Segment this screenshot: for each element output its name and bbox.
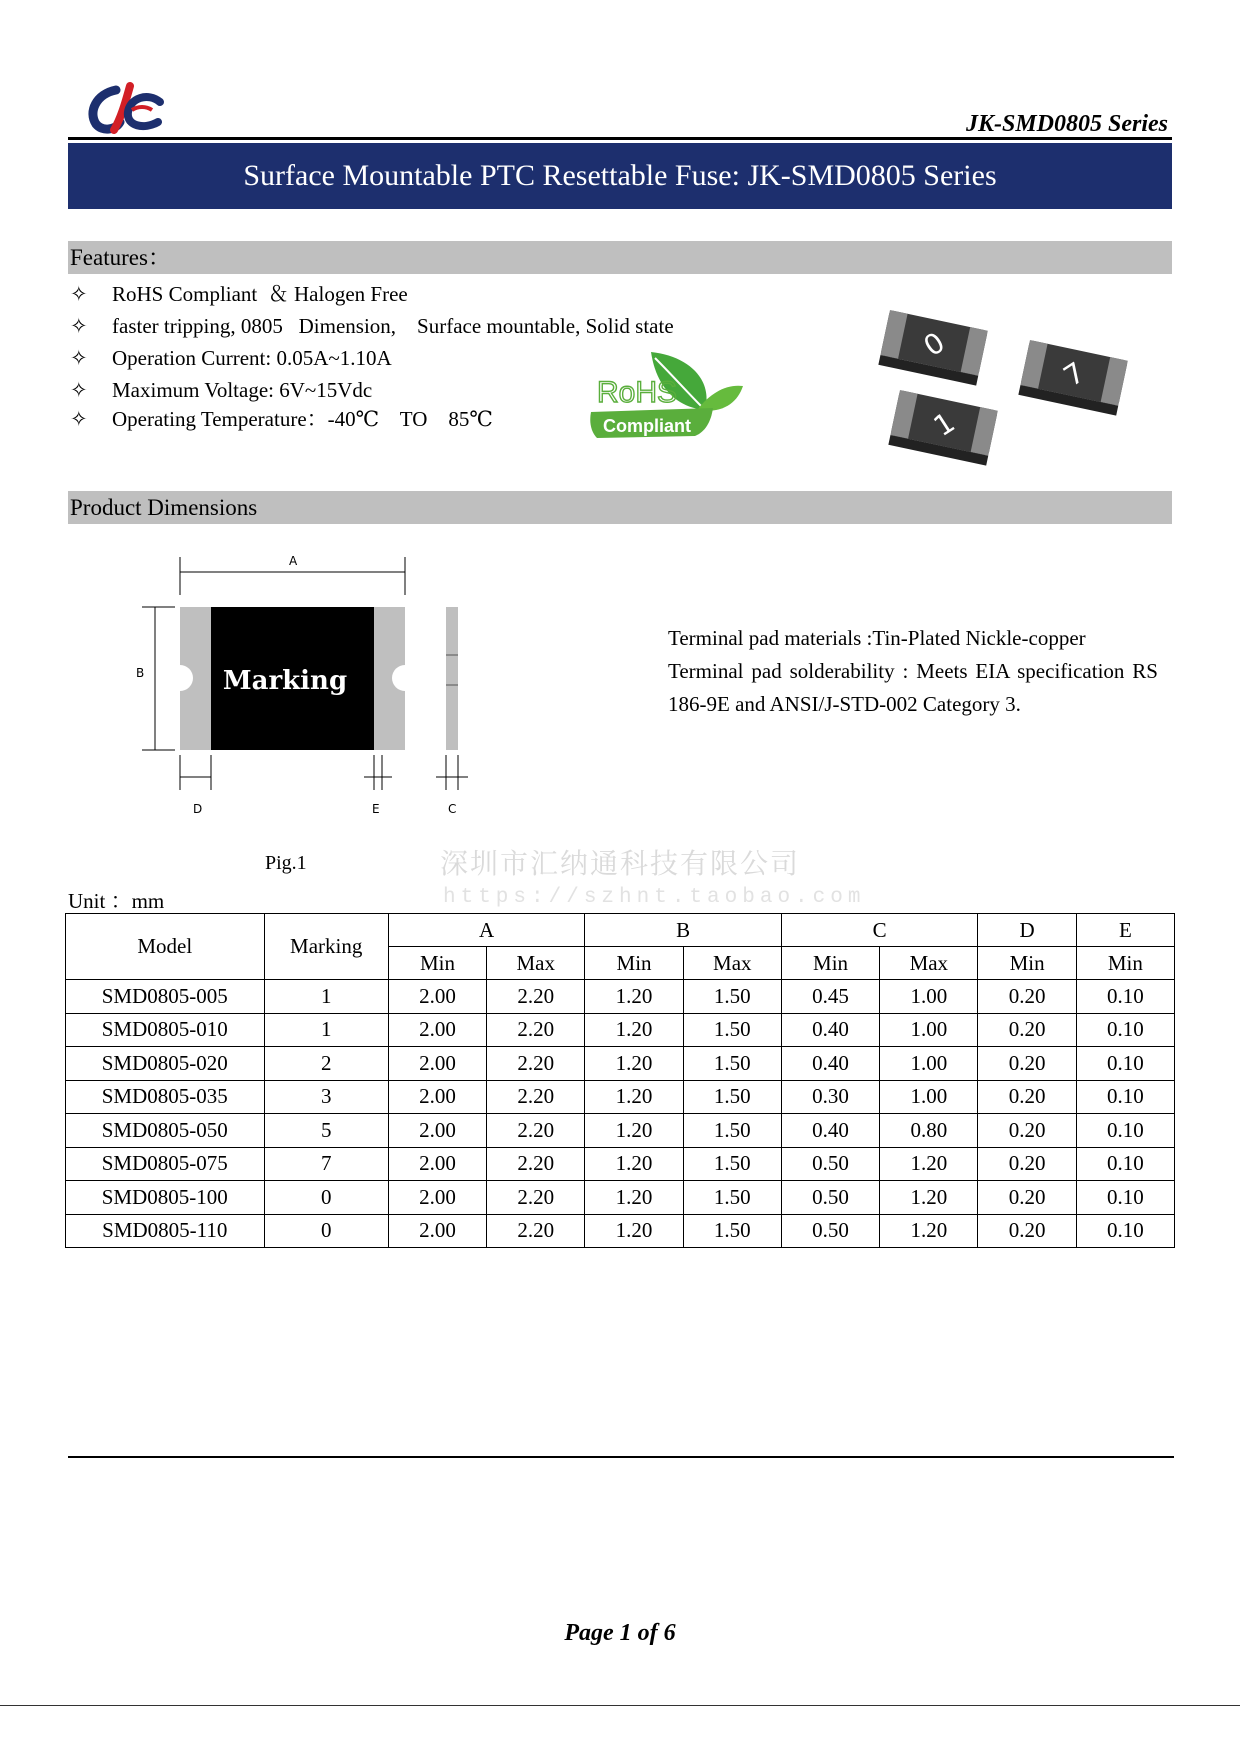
table-row — [66, 1080, 1175, 1114]
cell-value: 1.20 — [585, 1114, 683, 1148]
cell-value: 2.20 — [487, 1147, 585, 1181]
cell-value: 0.20 — [978, 1181, 1076, 1215]
chip-0 — [878, 310, 987, 386]
cell-marking: 1 — [264, 980, 388, 1014]
cell-value: 0.10 — [1076, 1114, 1174, 1148]
feature-item: ✧ faster tripping, 0805 Dimension, Surface mountable, Solid state — [70, 310, 770, 342]
table-row — [66, 1013, 1175, 1047]
cell-marking: 7 — [264, 1147, 388, 1181]
cell-value: 0.50 — [781, 1181, 879, 1215]
cell-marking: 1 — [264, 1013, 388, 1047]
cell-value: 0.80 — [880, 1114, 978, 1148]
col-group-e: E — [1076, 914, 1174, 947]
cell-value: 1.20 — [585, 1047, 683, 1081]
cell-value: 0.10 — [1076, 1181, 1174, 1215]
col-group-c: C — [781, 914, 978, 947]
cell-value: 1.50 — [683, 1013, 781, 1047]
rohs-badge-caption: Compliant — [603, 416, 691, 436]
cell-value: 2.20 — [487, 980, 585, 1014]
watermark-url: https://szhnt.taobao.com — [443, 886, 866, 909]
bullet-icon: ✧ — [70, 407, 88, 431]
series-label: JK-SMD0805 Series — [965, 111, 1168, 137]
cell-value: 1.00 — [880, 1013, 978, 1047]
cell-value: 0.20 — [978, 1047, 1076, 1081]
page-number: Page 1 of 6 — [564, 1620, 676, 1646]
col-d-min: Min — [978, 947, 1076, 980]
col-e-min: Min — [1076, 947, 1174, 980]
dim-label-a: A — [289, 554, 298, 568]
cell-value: 0.20 — [978, 1013, 1076, 1047]
dim-label-d: D — [193, 802, 203, 816]
cell-value: 2.00 — [388, 1214, 486, 1248]
cell-value: 1.50 — [683, 980, 781, 1014]
bullet-icon: ✧ — [70, 378, 88, 402]
feature-item: ✧ Operation Current: 0.05A~1.10A — [70, 342, 770, 374]
cell-value: 0.10 — [1076, 1013, 1174, 1047]
cell-value: 2.20 — [487, 1114, 585, 1148]
table-header-row — [66, 914, 1175, 947]
cell-value: 1.20 — [585, 980, 683, 1014]
cell-value: 1.00 — [880, 1080, 978, 1114]
cell-value: 2.20 — [487, 1181, 585, 1215]
rohs-compliant-badge — [585, 350, 745, 440]
cell-value: 0.20 — [978, 1114, 1076, 1148]
cell-value: 0.40 — [781, 1013, 879, 1047]
dimensions-table — [65, 913, 1175, 1248]
cell-value: 1.00 — [880, 1047, 978, 1081]
cell-value: 2.00 — [388, 1147, 486, 1181]
unit-label: Unit ：mm — [68, 889, 165, 913]
cell-value: 1.00 — [880, 980, 978, 1014]
cell-value: 0.20 — [978, 1147, 1076, 1181]
chip-1 — [888, 390, 997, 466]
cell-value: 2.00 — [388, 1181, 486, 1215]
cell-value: 0.50 — [781, 1214, 879, 1248]
cell-value: 0.20 — [978, 1080, 1076, 1114]
marking-label: Marking — [222, 666, 348, 696]
cell-value: 0.10 — [1076, 1080, 1174, 1114]
col-b-min: Min — [585, 947, 683, 980]
table-row — [66, 980, 1175, 1014]
cell-value: 1.20 — [585, 1214, 683, 1248]
col-c-min: Min — [781, 947, 879, 980]
col-model: Model — [66, 914, 265, 980]
bullet-icon: ✧ — [70, 346, 88, 370]
bullet-icon: ✧ — [70, 314, 88, 338]
chip-mark-7: 7 — [1057, 355, 1091, 393]
cell-value: 1.50 — [683, 1080, 781, 1114]
cell-value: 1.50 — [683, 1147, 781, 1181]
cell-value: 1.50 — [683, 1047, 781, 1081]
cell-model: SMD0805-050 — [66, 1114, 265, 1148]
dim-label-e: E — [372, 802, 380, 816]
chip-mark-0: 0 — [917, 325, 951, 363]
col-group-d: D — [978, 914, 1076, 947]
cell-value: 2.20 — [487, 1214, 585, 1248]
rohs-badge-title: RoHS — [597, 376, 678, 409]
cell-value: 0.50 — [781, 1147, 879, 1181]
feature-item: ✧ Maximum Voltage: 6V~15Vdc — [70, 374, 770, 406]
cell-marking: 3 — [264, 1080, 388, 1114]
table-body — [66, 980, 1175, 1248]
cell-value: 0.20 — [978, 980, 1076, 1014]
cell-value: 2.20 — [487, 1013, 585, 1047]
terminal-materials: Terminal pad materials :Tin-Plated Nickle-copper — [668, 626, 1086, 650]
title-band — [68, 143, 1172, 209]
cell-value: 2.20 — [487, 1080, 585, 1114]
cell-value: 2.00 — [388, 1047, 486, 1081]
cell-value: 1.20 — [880, 1147, 978, 1181]
col-marking: Marking — [264, 914, 388, 980]
cell-model: SMD0805-020 — [66, 1047, 265, 1081]
cell-value: 2.00 — [388, 1114, 486, 1148]
cell-value: 1.20 — [880, 1214, 978, 1248]
cell-value: 0.10 — [1076, 1214, 1174, 1248]
table-row — [66, 1047, 1175, 1081]
table-row — [66, 1214, 1175, 1248]
feature-item: ✧ RoHS Compliant ＆ Halogen Free — [70, 278, 770, 310]
features-heading: Features： — [68, 241, 1172, 274]
chip-product-photo — [860, 280, 1160, 470]
cell-model: SMD0805-100 — [66, 1181, 265, 1215]
figure-caption: Pig.1 — [265, 852, 307, 874]
col-a-max: Max — [487, 947, 585, 980]
dimension-drawing — [130, 545, 490, 820]
cell-model: SMD0805-010 — [66, 1013, 265, 1047]
cell-value: 1.50 — [683, 1214, 781, 1248]
cell-value: 1.20 — [880, 1181, 978, 1215]
cell-model: SMD0805-005 — [66, 980, 265, 1014]
chip-mark-1: 1 — [927, 405, 961, 443]
table-row — [66, 1147, 1175, 1181]
page-title: Surface Mountable PTC Resettable Fuse: JK-SMD0805 Series — [243, 159, 997, 192]
col-group-b: B — [585, 914, 782, 947]
cell-value: 2.00 — [388, 1013, 486, 1047]
cell-value: 2.20 — [487, 1047, 585, 1081]
cell-value: 2.00 — [388, 980, 486, 1014]
dim-label-b: B — [136, 666, 145, 680]
cell-value: 0.10 — [1076, 1047, 1174, 1081]
company-logo — [86, 80, 166, 138]
cell-value: 1.20 — [585, 1013, 683, 1047]
chip-7 — [1018, 340, 1127, 416]
cell-marking: 0 — [264, 1214, 388, 1248]
bullet-icon: ✧ — [70, 282, 88, 306]
watermark: 深圳市汇纳通科技有限公司 — [440, 849, 801, 880]
cell-value: 0.40 — [781, 1047, 879, 1081]
feature-item: ✧ Operating Temperature：-40℃ TO 85℃ — [70, 407, 493, 431]
cell-value: 0.20 — [978, 1214, 1076, 1248]
cell-value: 1.20 — [585, 1147, 683, 1181]
terminal-spec-text — [668, 622, 1158, 721]
col-b-max: Max — [683, 947, 781, 980]
cell-value: 1.50 — [683, 1114, 781, 1148]
col-group-a: A — [388, 914, 585, 947]
terminal-solderability: Terminal pad solderability : Meets EIA specification RS 186-9E and ANSI/J-STD-002 Category 3. — [668, 659, 1158, 716]
cell-value: 2.00 — [388, 1080, 486, 1114]
footer-rule — [0, 1705, 1240, 1706]
cell-value: 0.10 — [1076, 980, 1174, 1014]
table-row — [66, 1114, 1175, 1148]
cell-model: SMD0805-035 — [66, 1080, 265, 1114]
col-c-max: Max — [880, 947, 978, 980]
cell-value: 0.45 — [781, 980, 879, 1014]
table-row — [66, 1181, 1175, 1215]
dim-label-c: C — [448, 802, 457, 816]
header-rule — [68, 137, 1172, 140]
cell-marking: 0 — [264, 1181, 388, 1215]
cell-value: 1.20 — [585, 1181, 683, 1215]
cell-model: SMD0805-075 — [66, 1147, 265, 1181]
content-end-rule — [68, 1456, 1174, 1458]
col-a-min: Min — [388, 947, 486, 980]
cell-value: 1.20 — [585, 1080, 683, 1114]
cell-value: 1.50 — [683, 1181, 781, 1215]
cell-marking: 2 — [264, 1047, 388, 1081]
dimensions-heading: Product Dimensions — [68, 491, 1172, 524]
cell-value: 0.30 — [781, 1080, 879, 1114]
cell-marking: 5 — [264, 1114, 388, 1148]
cell-model: SMD0805-110 — [66, 1214, 265, 1248]
cell-value: 0.10 — [1076, 1147, 1174, 1181]
cell-value: 0.40 — [781, 1114, 879, 1148]
